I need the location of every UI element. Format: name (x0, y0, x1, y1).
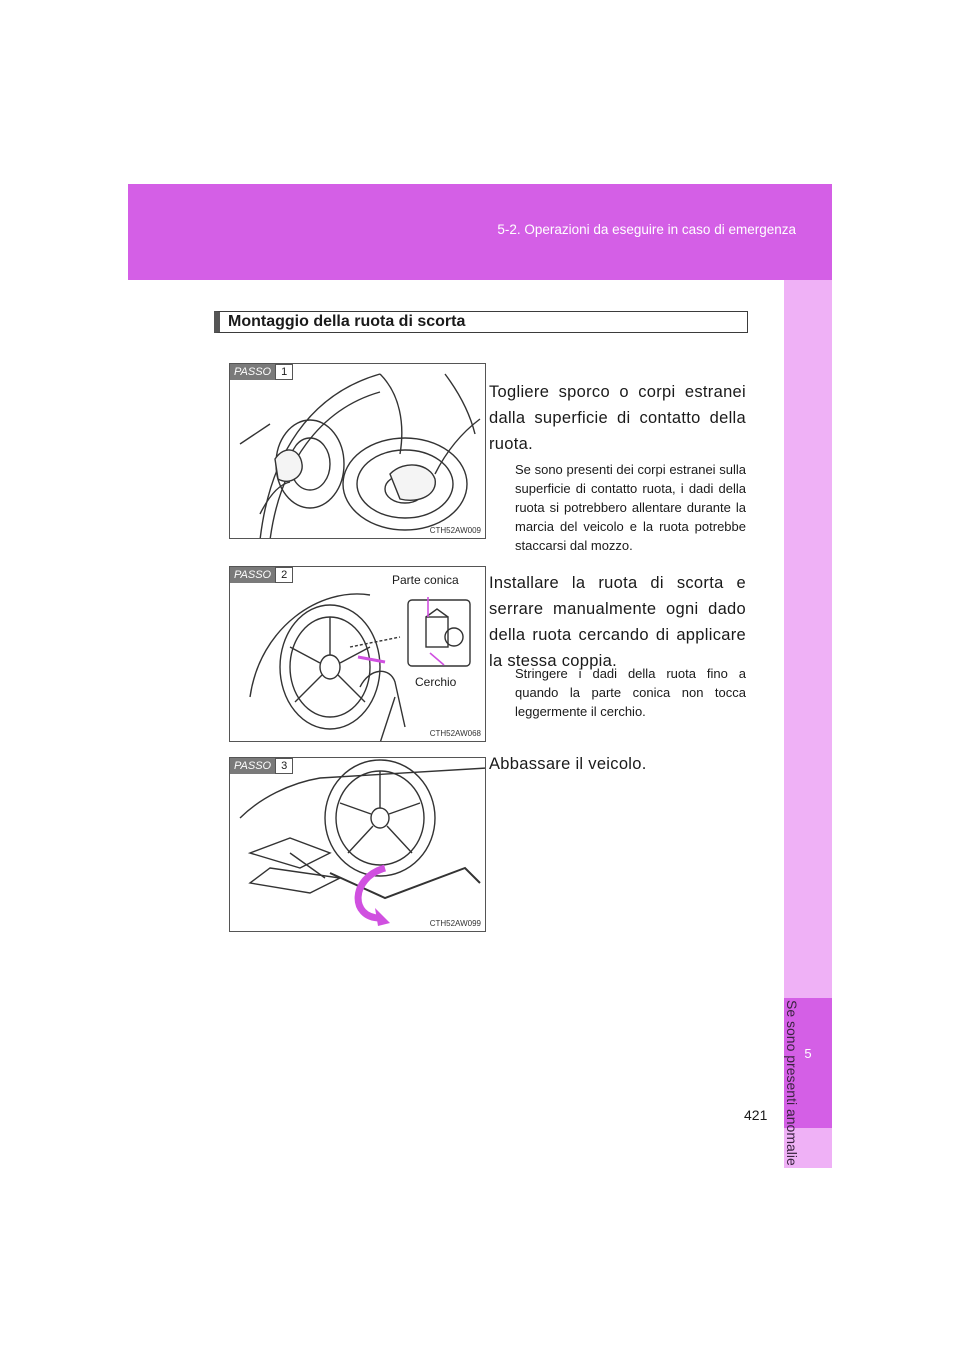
figure-code: CTH52AW009 (429, 526, 481, 535)
step-1-instruction: Togliere sporco o corpi estranei dalla superficie di contatto della ruota. (489, 383, 746, 453)
step-3-instruction: Abbassare il veicolo. (489, 755, 647, 773)
step-number: 3 (275, 758, 293, 774)
figure-step-3 (229, 757, 486, 932)
header-band (128, 184, 832, 280)
step-badge-3 (230, 758, 293, 774)
header-section-title: 5-2. Operazioni da eseguire in caso di emergenza (497, 222, 796, 237)
callout-cerchio: Cerchio (415, 675, 457, 689)
step-2-instruction: Installare la ruota di scorta e serrare manualmente ogni dado della ruota cercando di applicare la stessa coppia. (489, 574, 746, 670)
illustration-lower-vehicle (230, 758, 486, 932)
chapter-title: Se sono presenti anomalie (784, 1000, 800, 1166)
callout-parte-conica: Parte conica (392, 573, 459, 587)
step-label: PASSO (230, 567, 275, 583)
step-number: 2 (275, 567, 293, 583)
page-number: 421 (744, 1107, 768, 1123)
step-label: PASSO (230, 758, 275, 774)
step-badge-1 (230, 364, 293, 380)
illustration-clean-wheel (230, 364, 486, 539)
illustration-install-wheel (230, 567, 486, 742)
figure-code: CTH52AW068 (429, 729, 481, 738)
figure-step-2 (229, 566, 486, 742)
step-number: 1 (275, 364, 293, 380)
figure-code: CTH52AW099 (429, 919, 481, 928)
figure-step-1 (229, 363, 486, 539)
chapter-number: 5 (804, 1046, 812, 1061)
section-title-bar (214, 311, 748, 333)
step-label: PASSO (230, 364, 275, 380)
step-1-note: Se sono presenti dei corpi estranei sulla superficie di contatto ruota, i dadi della ruota si potrebbero allentare durante la marcia del veicolo e la ruota potrebbe staccarsi dal mozzo. (515, 462, 746, 553)
section-title: Montaggio della ruota di scorta (228, 313, 466, 330)
step-badge-2 (230, 567, 293, 583)
step-2-note: Stringere i dadi della ruota fino a quando la parte conica non tocca leggermente il cerchio. (515, 666, 746, 719)
